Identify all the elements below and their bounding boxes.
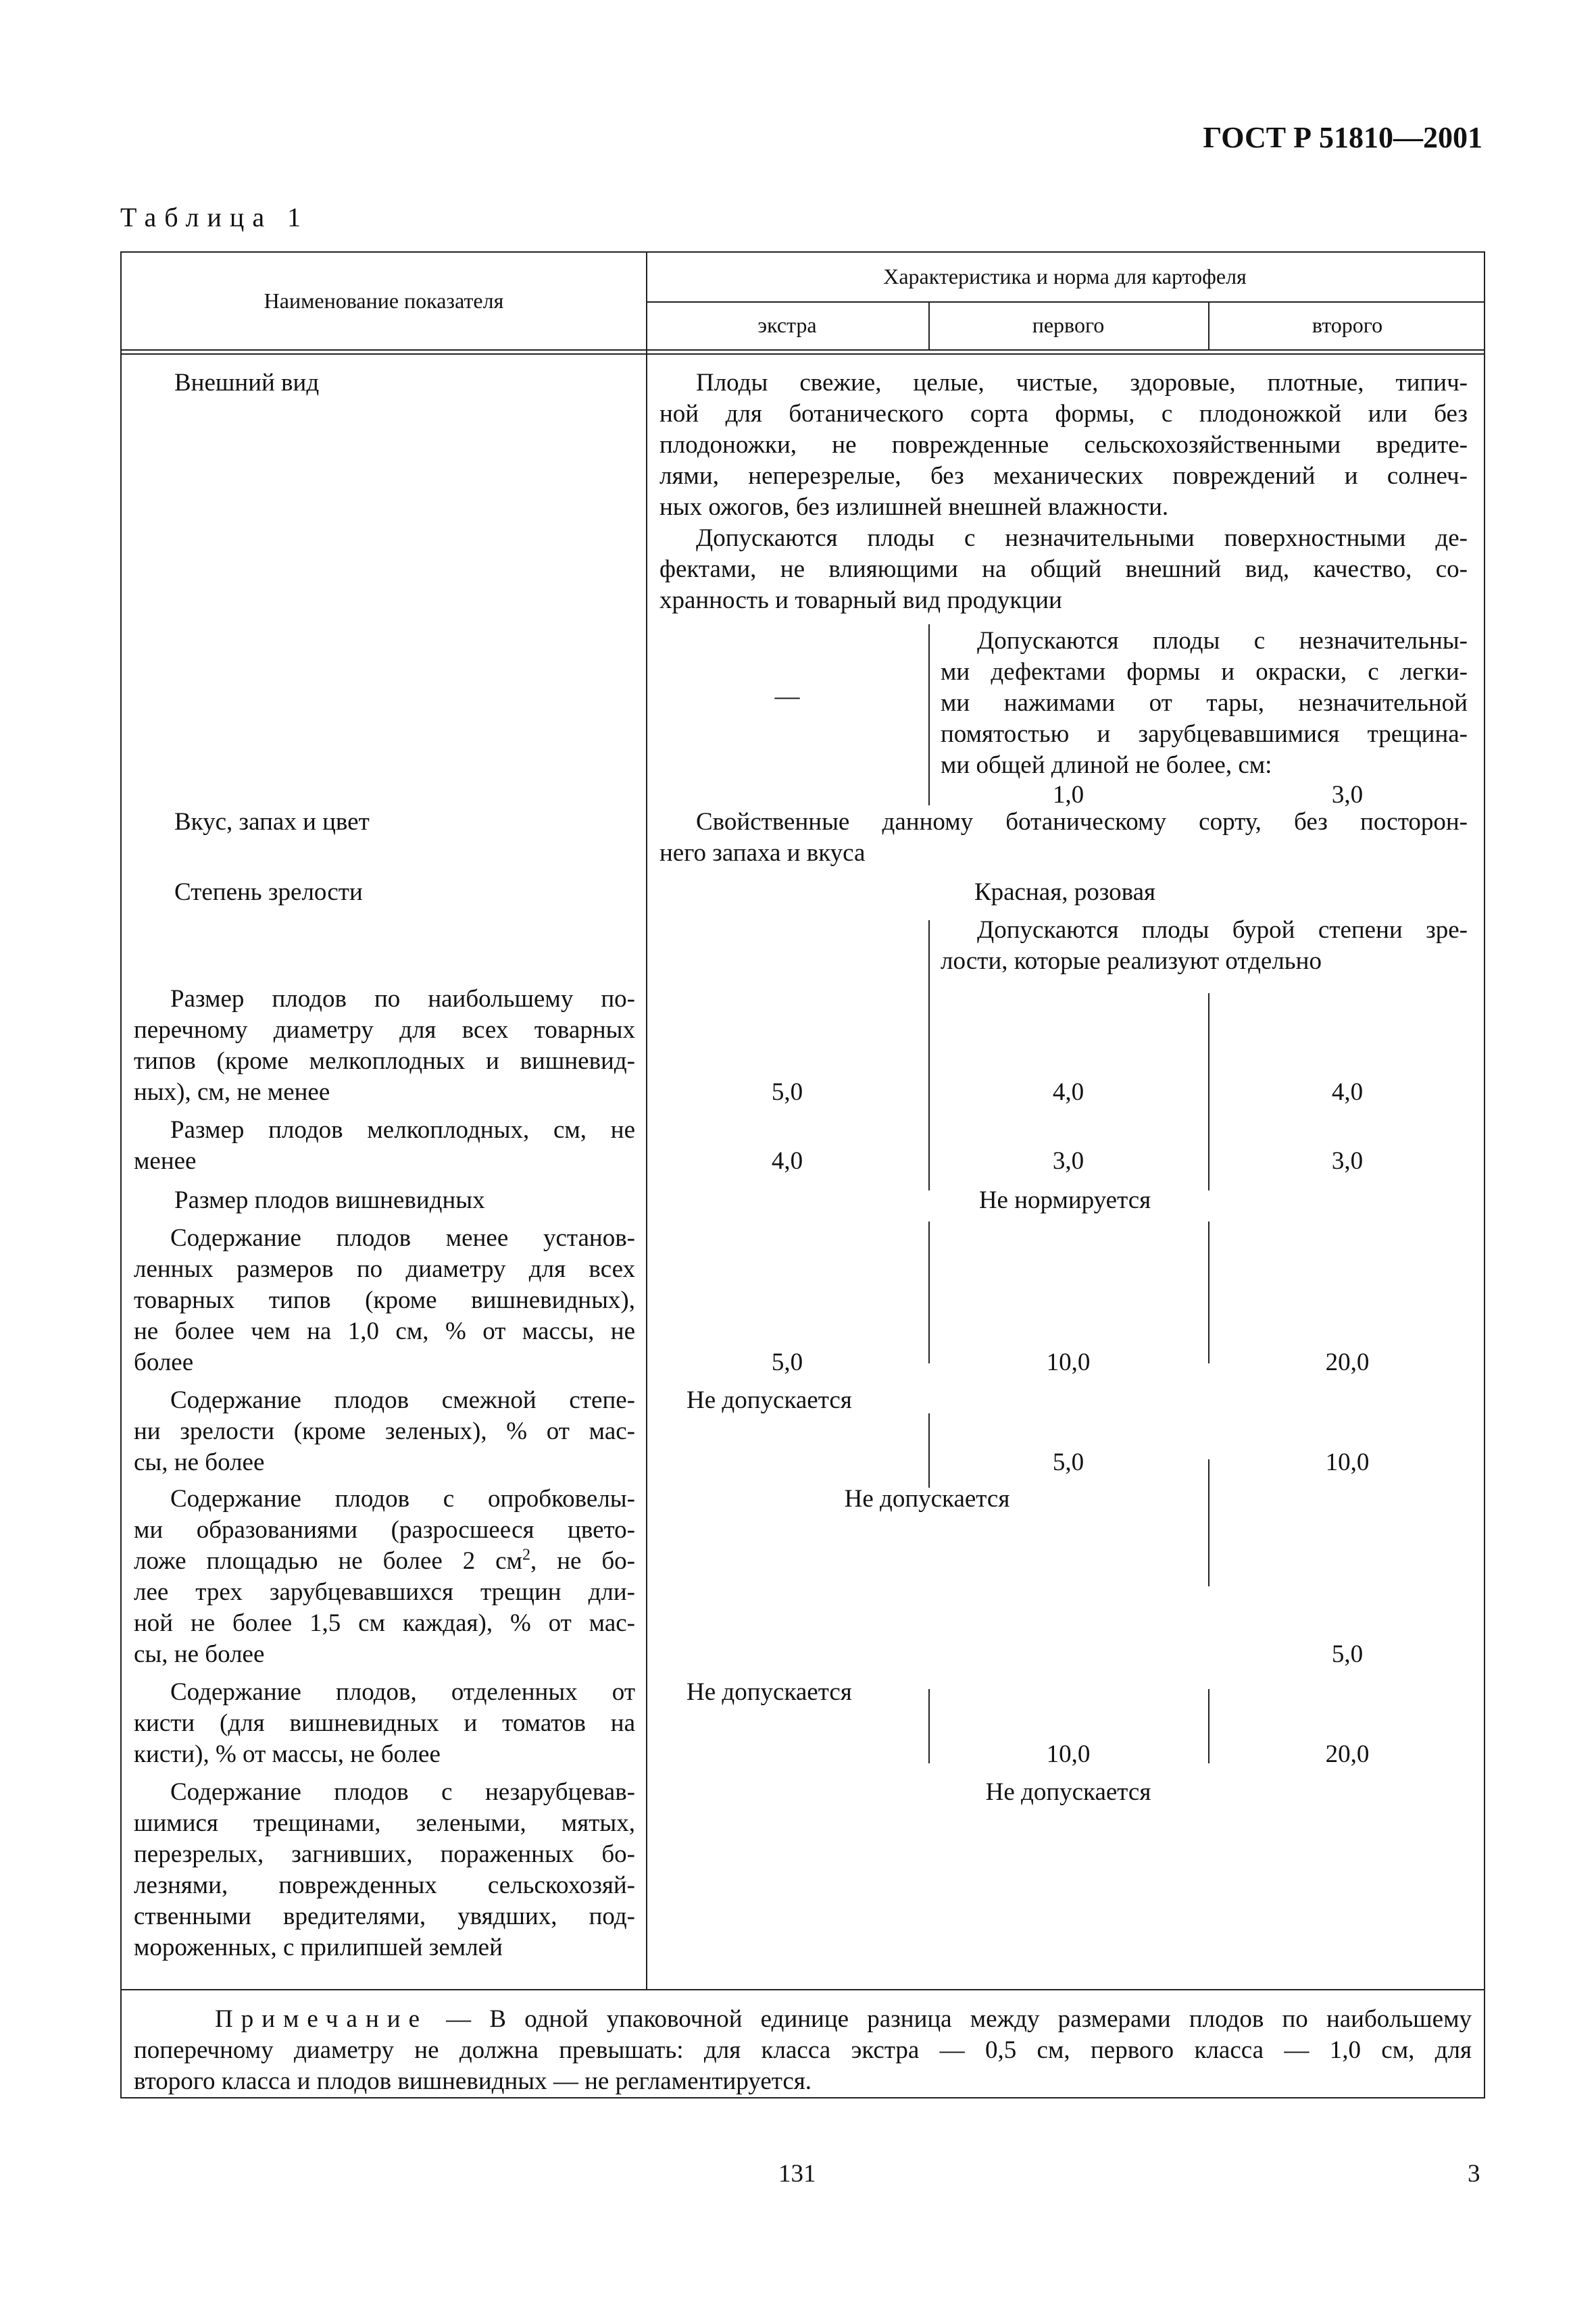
size-small-second: 3,0	[1331, 1147, 1364, 1175]
row-label-defects-b: шимися трещинами, зелеными, мятых, перезрелых, загнивших, пораженных бо- лезнями, поврежденных сельскохозяй- ственными вредителями, увядших, под-	[134, 1809, 635, 1930]
row-label-size-all-b: перечному диаметру для всех товарных типов (кроме мелкоплодных и вишневид-	[134, 1016, 635, 1075]
page-number: 131	[778, 2160, 816, 2188]
table	[120, 251, 1485, 2098]
page-index: 3	[1468, 2160, 1480, 2188]
grade-divider-a	[928, 624, 930, 805]
size-all-extra: 5,0	[771, 1078, 803, 1106]
row-label-defects-last: мороженных, с прилипшей землей	[134, 1934, 503, 1961]
header-bottom-line-2	[122, 353, 1484, 355]
appearance-extra-dash: —	[774, 682, 800, 710]
grade-divider-g	[1208, 1459, 1210, 1586]
appearance-first: 1,0	[1052, 781, 1084, 809]
row-label-corky-c: лее трех зарубцевавшихся трещин дли- ной не более 1,5 см каждая), % от мас-	[134, 1578, 635, 1637]
table-label: Таблица 1	[120, 202, 309, 232]
detached-first: 10,0	[1046, 1740, 1091, 1768]
row-label-undersize-last: более	[134, 1349, 194, 1376]
standard-number: ГОСТ Р 51810—2001	[1203, 121, 1482, 154]
row-label-undersize-b: ленных размеров по диаметру для всех товарных типов (кроме вишневидных), не более чем на 1,0 см, % от массы, не	[134, 1255, 635, 1345]
detached-extra: Не допускается	[687, 1678, 852, 1706]
adjacent-first: 5,0	[1052, 1449, 1084, 1476]
appearance-text-2b: фектами, не влияющими на общий внешний вид, качество, со-	[659, 555, 1468, 583]
note-line-1: Примечание — В одной упаковочной единице разница между размерами плодов по наибольшему	[215, 2005, 1472, 2033]
ripeness-grades-text-last: лости, которые реализуют отдельно	[941, 947, 1322, 975]
row-label-size-small: Размер плодов мелкоплодных, см, не	[170, 1116, 635, 1144]
row-label-corky-sup-line: ложе площадью не более 2 $см^2$, не бо-	[134, 1546, 636, 1575]
header-col-name: Наименование показателя	[264, 288, 504, 313]
row-label-adjacent-b: ни зрелости (кроме зеленых), % от мас-	[134, 1417, 635, 1445]
row-label-adjacent-last: сы, не более	[134, 1449, 265, 1476]
undersize-extra: 5,0	[771, 1349, 803, 1376]
size-cherry-value: Не нормируется	[978, 1186, 1151, 1214]
row-label-appearance: Внешний вид	[174, 369, 320, 397]
corky-value: Не допускается	[844, 1485, 1010, 1513]
undersize-second: 20,0	[1325, 1349, 1370, 1376]
header-grade-second: второго	[1312, 313, 1383, 337]
row-label-size-all-last: ных), см, не менее	[134, 1078, 330, 1106]
corky-second: 5,0	[1331, 1640, 1364, 1668]
row-label-corky-b: ми образованиями (разросшееся цвето-	[134, 1516, 635, 1544]
detached-second: 20,0	[1325, 1740, 1370, 1768]
header-group: Характеристика и норма для картофеля	[883, 264, 1247, 288]
appearance-text-2-last: хранность и товарный вид продукции	[659, 586, 1062, 614]
adjacent-extra: Не допускается	[687, 1386, 852, 1414]
grade-divider-e	[1208, 1222, 1210, 1363]
header-grade-first: первого	[1032, 313, 1105, 337]
note-line-3: второго класса и плодов вишневидных — не регламентируется.	[134, 2067, 812, 2095]
header-bottom-line	[122, 349, 1484, 351]
row-label-size-cherry: Размер плодов вишневидных	[174, 1186, 485, 1214]
appearance-text-1: Плоды свежие, целые, чистые, здоровые, плотные, типич-	[696, 369, 1468, 397]
ripeness-grades-text: Допускаются плоды бурой степени зре-	[977, 916, 1468, 944]
defects-value: Не допускается	[985, 1778, 1151, 1806]
appearance-grades-text-b: ми дефектами формы и окраски, с легки- ми нажимами от тары, незначительной помятостью и зарубцевавшимися трещина-	[941, 658, 1468, 748]
row-label-size-all: Размер плодов по наибольшему по-	[170, 985, 635, 1013]
header-grade-extra: экстра	[757, 313, 817, 337]
size-all-first: 4,0	[1052, 1078, 1084, 1106]
row-label-corky: Содержание плодов с опробковелы-	[170, 1485, 635, 1513]
appearance-text-2: Допускаются плоды с незначительными поверхностными де-	[696, 524, 1468, 552]
grade-divider-d	[928, 1222, 930, 1363]
row-label-detached-last: кисти), % от массы, не более	[134, 1740, 441, 1768]
appearance-second: 3,0	[1331, 781, 1364, 809]
row-label-adjacent: Содержание плодов смежной степе-	[170, 1386, 635, 1414]
size-small-extra: 4,0	[771, 1147, 803, 1175]
note-line-2: поперечному диаметру не должна превышать: для класса экстра — 0,5 см, первого класса — 1,0 см, для	[134, 2036, 1472, 2064]
row-label-taste: Вкус, запах и цвет	[174, 808, 370, 836]
row-label-detached-b: кисти (для вишневидных и томатов на	[134, 1709, 635, 1737]
appearance-text-1-last: ных ожогов, без излишней внешней влажности.	[659, 493, 1169, 521]
row-label-size-small-last: менее	[134, 1147, 197, 1175]
size-all-second: 4,0	[1331, 1078, 1364, 1106]
row-label-defects: Содержание плодов с незарубцевав-	[170, 1778, 635, 1806]
row-label-corky-last: сы, не более	[134, 1640, 265, 1668]
appearance-grades-text: Допускаются плоды с незначительны-	[977, 627, 1468, 655]
note-label: Примечание	[215, 2005, 428, 2033]
appearance-text-1b: ной для ботанического сорта формы, с плодоножкой или без плодоножки, не поврежденные сельскохозяйственными вредите- лями, неперезрелые, без механических повреждений и солнеч-	[659, 400, 1468, 490]
header-sub-line	[646, 301, 1484, 303]
ripeness-value: Красная, розовая	[974, 878, 1156, 906]
row-label-ripeness: Степень зрелости	[174, 878, 363, 906]
col-divider-name	[646, 253, 647, 1989]
adjacent-second: 10,0	[1325, 1449, 1370, 1476]
note-top-line	[122, 1989, 1484, 1990]
row-label-undersize: Содержание плодов менее установ-	[170, 1224, 635, 1252]
row-label-detached: Содержание плодов, отделенных от	[170, 1678, 635, 1706]
appearance-grades-text-last: ми общей длиной не более, см:	[941, 751, 1272, 779]
undersize-first: 10,0	[1046, 1349, 1091, 1376]
size-small-first: 3,0	[1052, 1147, 1084, 1175]
taste-value: Свойственные данному ботаническому сорту, без посторон-	[696, 808, 1468, 836]
taste-value-last: него запаха и вкуса	[659, 839, 866, 867]
